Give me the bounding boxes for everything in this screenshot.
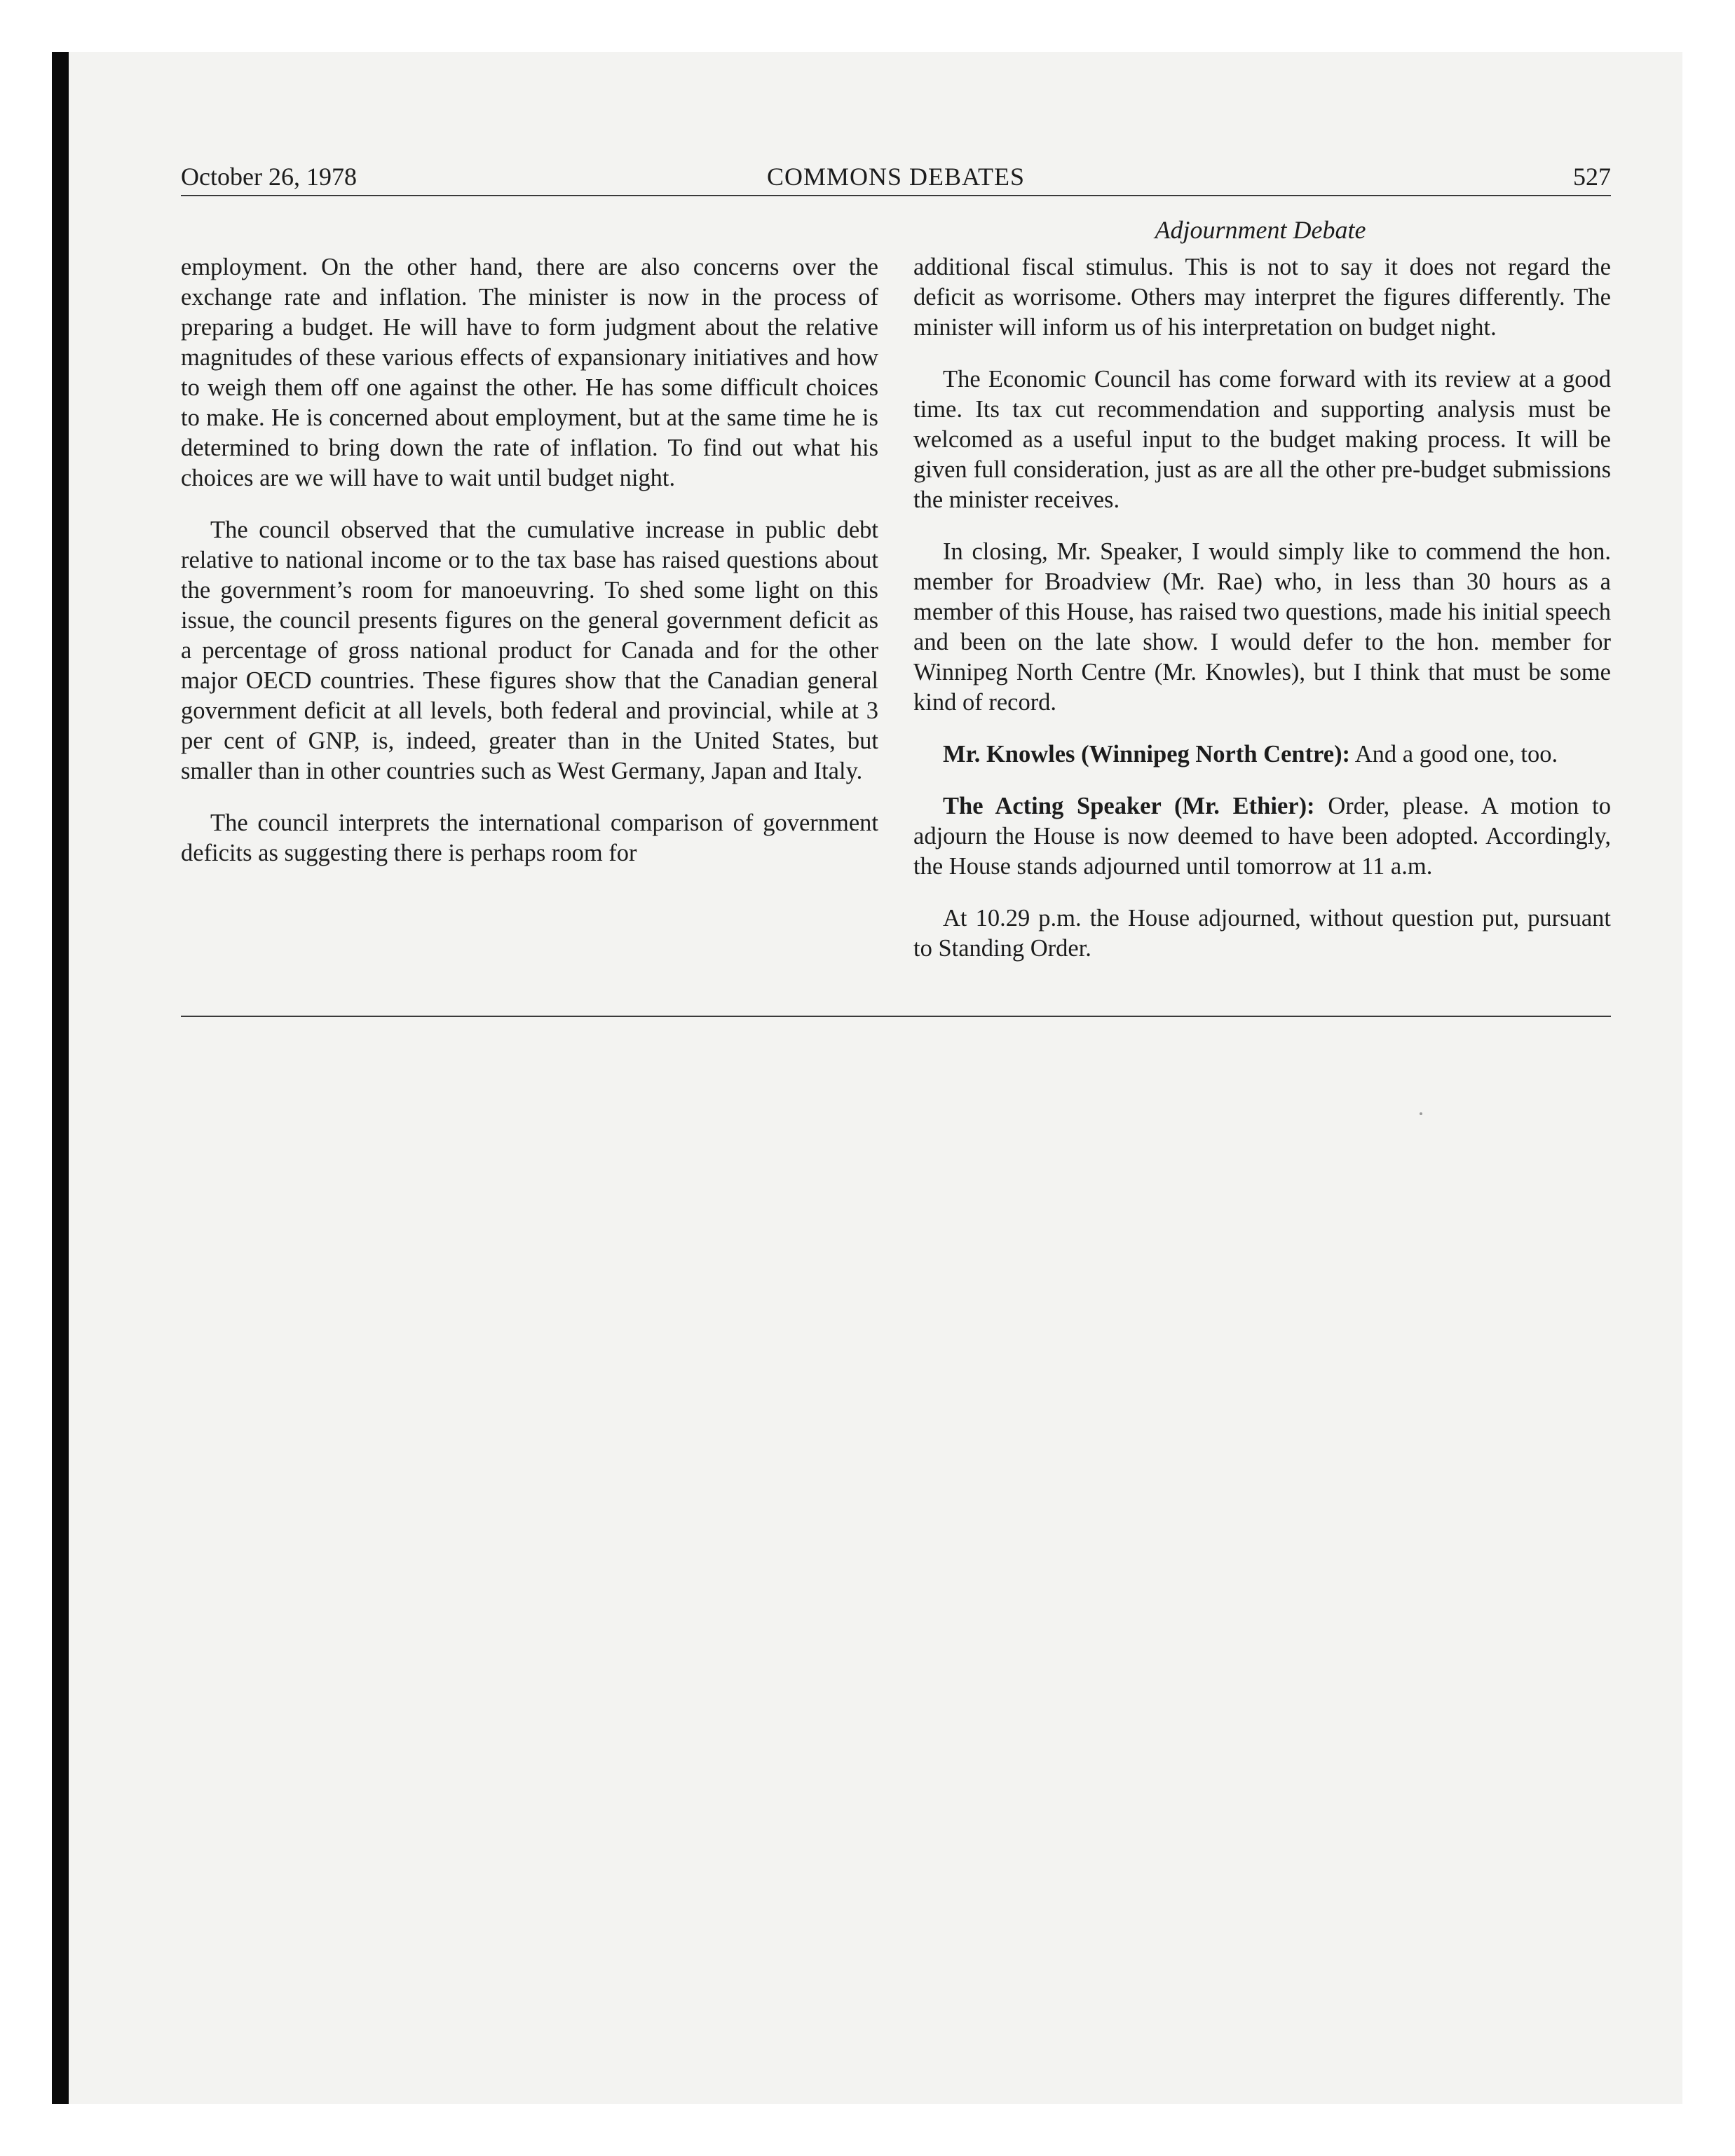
paragraph: At 10.29 p.m. the House adjourned, without question put, pursuant to Standing Order.: [913, 905, 1611, 962]
footer-rule: [181, 1016, 1611, 1017]
paragraph: additional fiscal stimulus. This is not to say it does not regard the deficit as worrisome. Others may interpret the figures differently. The minister will inform us of his interpretation on budget night.: [913, 254, 1611, 341]
paragraph: The council observed that the cumulative increase in public debt relative to national income or to the tax base has raised questions about the government’s room for manoeuvring. To shed some light on this issue, the council presents figures on the general government deficit as a percentage of gross national product for Canada and for the other major OECD countries. These figures show that the Canadian general government deficit at all levels, both federal and provincial, while at 3 per cent of GNP, is, indeed, greater than in the United States, but smaller than in other countries such as West Germany, Japan and Italy.: [181, 517, 878, 784]
paragraph: In closing, Mr. Speaker, I would simply like to commend the hon. member for Broadview (Mr. Rae) who, in less than 30 hours as a member of this House, has raised two questions, made his initial speech and been on the late show. I would defer to the hon. member for Winnipeg North Centre (Mr. Knowles), but I think that must be some kind of record.: [913, 538, 1611, 716]
header-journal-title: COMMONS DEBATES: [766, 163, 1026, 191]
section-heading: Adjournment Debate: [1155, 216, 1366, 244]
scan-binding-edge: [52, 52, 69, 2104]
header-page-number: 527: [1573, 163, 1611, 191]
paragraph: The council interprets the international comparison of government deficits as suggesting there is perhaps room for: [181, 810, 878, 866]
scan-speck: [1420, 1112, 1422, 1115]
speech-text: Order, please. A motion to adjourn the House is now deemed to have been adopted. Accordingly, the House stands adjourned until tomorrow at 11 a.m.: [913, 793, 1611, 880]
speaker-name: The Acting Speaker (Mr. Ethier):: [943, 793, 1315, 819]
left-column: [181, 252, 878, 890]
speech-paragraph: [913, 739, 1611, 770]
header-rule: [181, 195, 1611, 196]
right-column: [913, 252, 1611, 985]
paragraph: The Economic Council has come forward with its review at a good time. Its tax cut recommendation and supporting analysis must be welcomed as a useful input to the budget making process. It will be given full consideration, just as are all the other pre-budget submissions the minister receives.: [913, 366, 1611, 513]
header-date: October 26, 1978: [181, 163, 357, 191]
paragraph: employment. On the other hand, there are also concerns over the exchange rate and inflation. The minister is now in the process of preparing a budget. He will have to form judgment about the relative magnitudes of these various effects of expansionary initiatives and how to weigh them off one against the other. He has some difficult choices to make. He is concerned about employment, but at the same time he is determined to bring down the rate of inflation. To find out what his choices are we will have to wait until budget night.: [181, 254, 878, 491]
speech-text: And a good one, too.: [1350, 741, 1558, 767]
running-header: [181, 161, 1611, 192]
speech-paragraph: [913, 791, 1611, 882]
speaker-name: Mr. Knowles (Winnipeg North Centre):: [943, 741, 1351, 767]
